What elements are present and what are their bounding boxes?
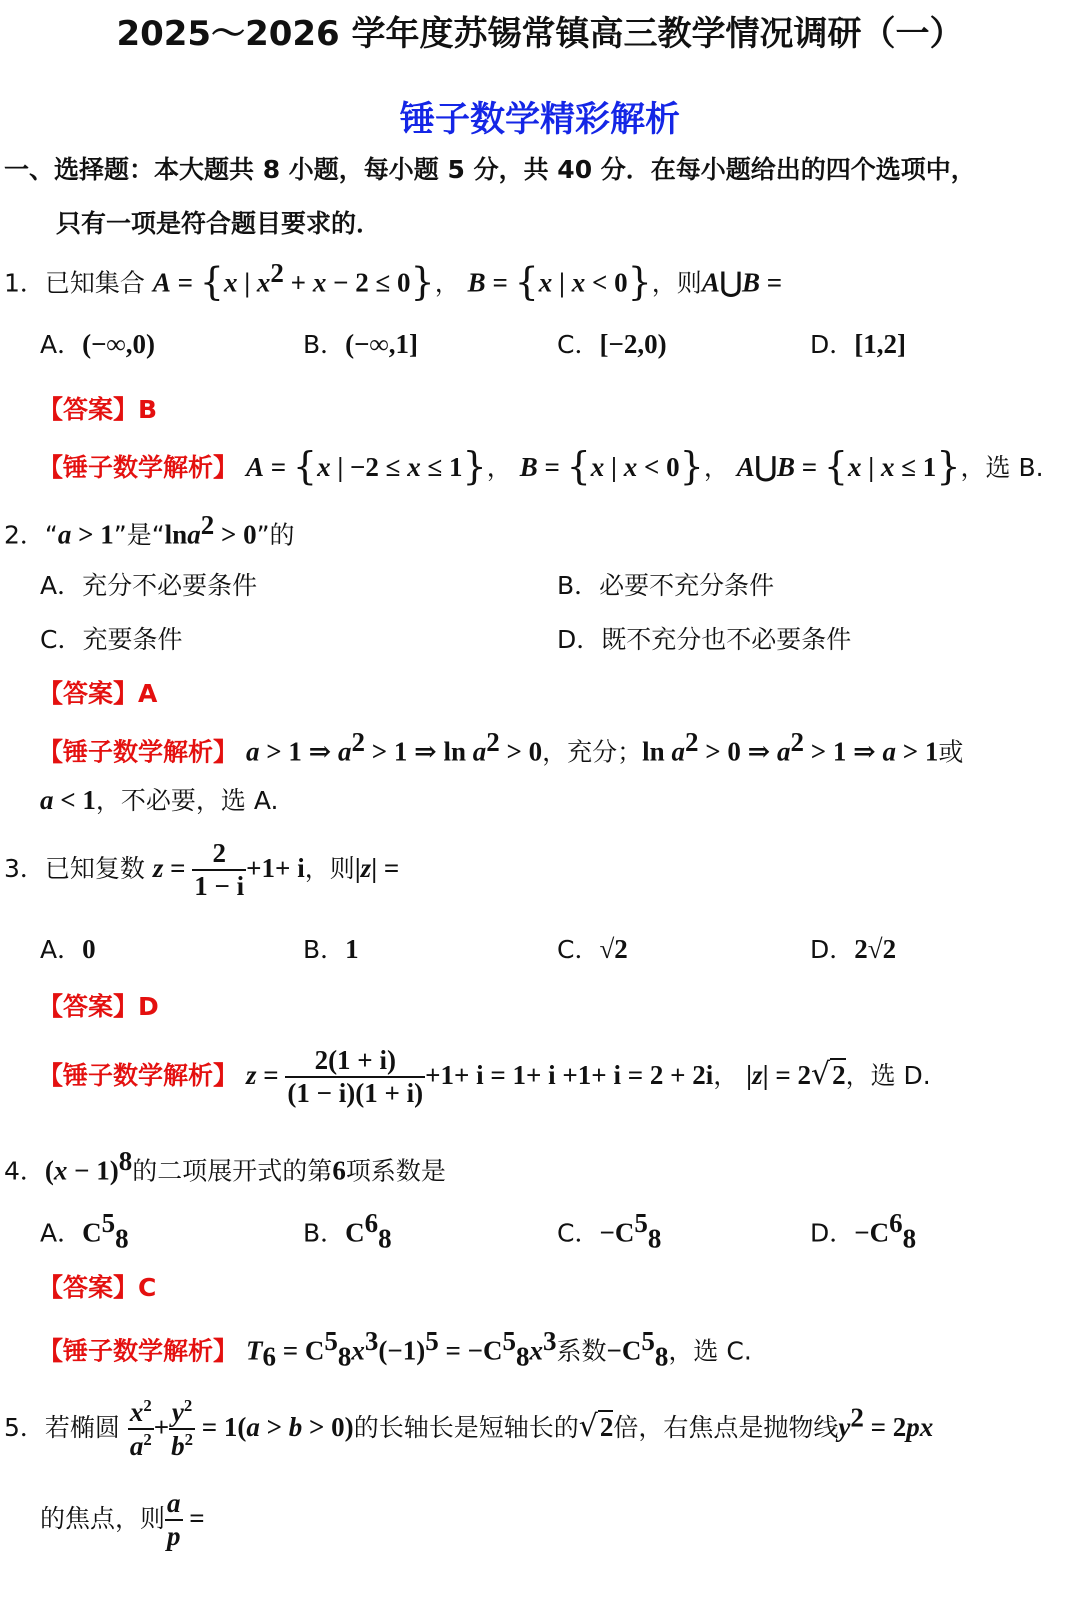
- question-5-cont: 的焦点，则 $\frac{a}{p}$ =: [40, 1488, 205, 1551]
- q3-answer: 【答案】D: [38, 992, 159, 1021]
- q2-option-c[interactable]: C．充要条件: [40, 625, 183, 654]
- page-title: 2025～2026 学年度苏锡常镇高三教学情况调研（一）: [116, 14, 964, 54]
- q3-option-d[interactable]: D．2√2: [810, 934, 897, 964]
- q1-solution: 【锤子数学解析】 A = {x | −2 ≤ x ≤ 1}， B = {x | x < 0}， A⋃B = {x | x ≤ 1}，选 B.: [38, 444, 1044, 488]
- question-3: 3．已知复数 z = $\frac{2}{1 - i}$ +1+ i，则|z| =: [4, 838, 400, 901]
- q2-option-a[interactable]: A．充分不必要条件: [40, 571, 258, 600]
- q1-option-b[interactable]: B．(−∞,1]: [303, 329, 419, 359]
- q3-option-a[interactable]: A．0: [40, 934, 96, 964]
- q2-option-b[interactable]: B．必要不充分条件: [557, 571, 775, 600]
- q1-option-a[interactable]: A．(−∞,0): [40, 329, 155, 359]
- q4-solution: 【锤子数学解析】 $T_6 = C^5_8x^3(-1)^5 = -C^5_8x^3$系数$-C^5_8$，选 C.: [38, 1326, 752, 1372]
- q4-answer: 【答案】C: [38, 1273, 157, 1302]
- q2-solution-cont: a < 1，不必要，选 A.: [40, 785, 279, 815]
- q2-option-d[interactable]: D．既不充分也不必要条件: [557, 625, 852, 654]
- question-5: 5．若椭圆 $\frac{x^2}{a^2}$ + $\frac{y^2}{b^2}$ = 1(a > b > 0)的长轴长是短轴长的√2倍，右焦点是抛物线$y^2 = 2px$: [4, 1396, 934, 1461]
- q1-option-c[interactable]: C．[−2,0): [557, 329, 667, 359]
- section-heading-cont: 只有一项是符合题目要求的．: [56, 209, 382, 238]
- q1-answer: 【答案】B: [38, 395, 158, 424]
- q1-option-d[interactable]: D．[1,2]: [810, 329, 906, 359]
- q2-answer: 【答案】A: [38, 679, 158, 708]
- q3-option-b[interactable]: B．1: [303, 934, 359, 964]
- q4-option-b[interactable]: B．$C^6_8$: [303, 1208, 392, 1254]
- q4-option-c[interactable]: C．$-C^5_8$: [557, 1208, 662, 1254]
- question-1: 1．已知集合 A = {x | $x^2 + x - 2 \le 0$}， B = {x | x < 0}，则A⋃B =: [4, 258, 783, 304]
- q2-solution: 【锤子数学解析】 a > 1 ⇒ $a^2 > 1$ ⇒ $\ln a^2 > 0$，充分；$\ln a^2 > 0$ ⇒ $a^2 > 1$ ⇒ a > 1或: [38, 727, 964, 767]
- section-heading: 一、选择题：本大题共 8 小题，每小题 5 分，共 40 分．在每小题给出的四个选项中，: [4, 155, 976, 184]
- page-subtitle: 锤子数学精彩解析: [399, 100, 680, 140]
- q3-solution: 【锤子数学解析】 z = $\frac{2(1 + i)}{(1 - i)(1 + i)}$ +1+ i = 1+ i +1+ i = 2 + 2i， |z| = 2√2，选 D.: [38, 1045, 931, 1108]
- q3-option-c[interactable]: C．√2: [557, 934, 628, 964]
- q4-option-d[interactable]: D．$-C^6_8$: [810, 1208, 917, 1254]
- question-2: 2．“a > 1”是“lna$^2$ > 0”的: [4, 510, 295, 550]
- question-4: 4．$(x - 1)^8$的二项展开式的第6项系数是: [4, 1146, 446, 1186]
- q4-option-a[interactable]: A．$C^5_8$: [40, 1208, 129, 1254]
